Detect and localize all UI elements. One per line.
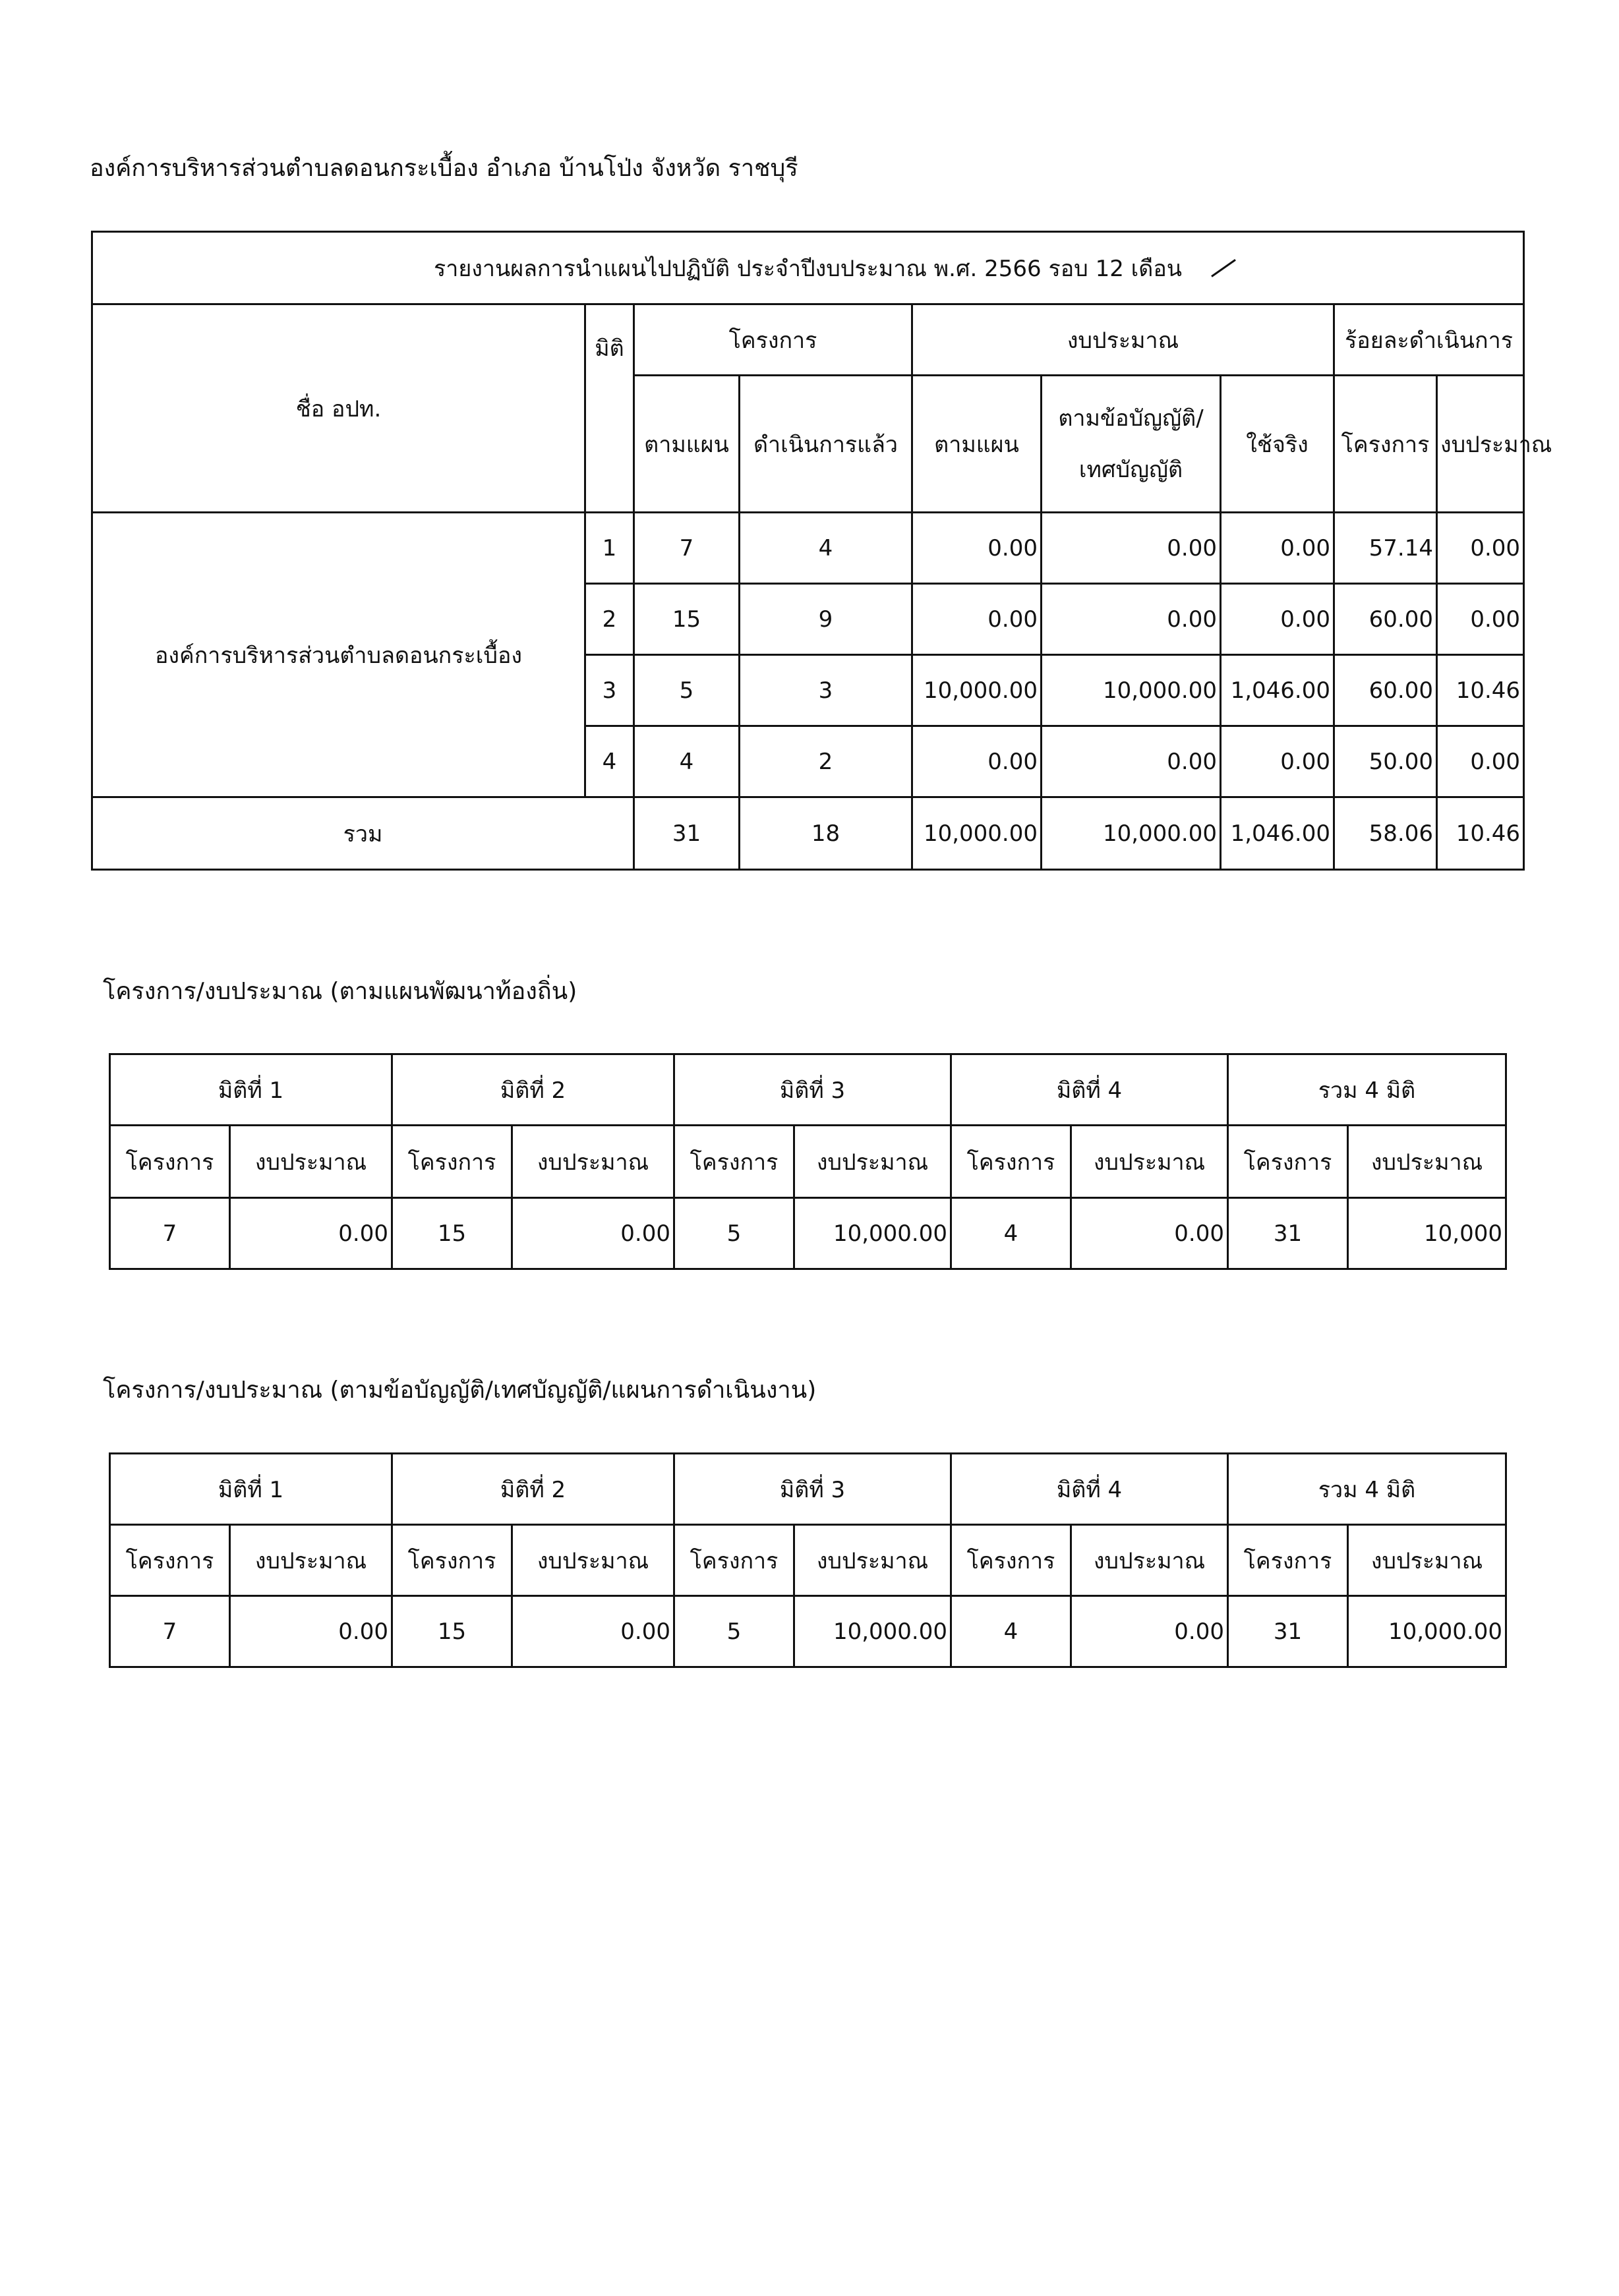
sub-budget-planned-header: ตามแผน xyxy=(912,376,1042,513)
group-dimension-2: มิติที่ 2 xyxy=(392,1054,674,1126)
sub-actual-header: ใช้จริง xyxy=(1221,376,1334,513)
done-cell: 2 xyxy=(740,726,912,797)
group-dimension-3: มิติที่ 3 xyxy=(674,1054,951,1126)
pct-budget-cell: 10.46 xyxy=(1437,655,1524,726)
sub-projects-header: โครงการ xyxy=(110,1525,230,1596)
projects-value: 4 xyxy=(951,1596,1071,1667)
sub-budget-header: งบประมาณ xyxy=(512,1525,674,1596)
done-cell: 9 xyxy=(740,584,912,655)
projects-value: 15 xyxy=(392,1596,512,1667)
group-dimension-4: มิติที่ 4 xyxy=(951,1054,1228,1126)
planned-cell: 15 xyxy=(634,584,740,655)
group-total-4-dimensions: รวม 4 มิติ xyxy=(1228,1054,1506,1126)
budget-value: 10,000.00 xyxy=(794,1596,951,1667)
sub-budget-header: งบประมาณ xyxy=(1071,1126,1228,1198)
budget-actual-cell: 1,046.00 xyxy=(1221,655,1334,726)
sub-done-header: ดำเนินการแล้ว xyxy=(740,376,912,513)
group-total-4-dimensions: รวม 4 มิติ xyxy=(1228,1454,1506,1525)
budget-value: 10,000.00 xyxy=(794,1198,951,1269)
total-planned: 31 xyxy=(634,797,740,870)
sub-budget-header: งบประมาณ xyxy=(1348,1126,1506,1198)
sub-pct-budget-header: งบประมาณ xyxy=(1437,376,1524,513)
ordinance-line-1: ตามข้อบัญญัติ/ xyxy=(1058,405,1204,432)
projects-value: 31 xyxy=(1228,1198,1348,1269)
budget-value: 0.00 xyxy=(1071,1198,1228,1269)
col-dimension-header: มิติ xyxy=(585,304,634,513)
report-title: รายงานผลการนำแผนไปปฏิบัติ ประจำปีงบประมาณ พ.ศ. 2566 รอบ 12 เดือน xyxy=(92,232,1524,304)
pct-budget-cell: 0.00 xyxy=(1437,726,1524,797)
budget-ordinance-cell: 0.00 xyxy=(1042,513,1221,584)
section2-heading: โครงการ/งบประมาณ (ตามแผนพัฒนาท้องถิ่น) xyxy=(103,978,577,1005)
sub-pct-projects-header: โครงการ xyxy=(1334,376,1437,513)
projects-value: 15 xyxy=(392,1198,512,1269)
col-org-name-header: ชื่อ อปท. xyxy=(92,304,585,513)
sub-budget-header: งบประมาณ xyxy=(1071,1525,1228,1596)
sub-budget-header: งบประมาณ xyxy=(230,1525,392,1596)
budget-value: 10,000.00 xyxy=(1348,1596,1506,1667)
done-cell: 3 xyxy=(740,655,912,726)
pct-projects-cell: 57.14 xyxy=(1334,513,1437,584)
group-projects-header: โครงการ xyxy=(634,304,912,376)
sub-projects-header: โครงการ xyxy=(951,1525,1071,1596)
budget-actual-cell: 0.00 xyxy=(1221,584,1334,655)
total-pct-projects: 58.06 xyxy=(1334,797,1437,870)
dimension-cell: 1 xyxy=(585,513,634,584)
projects-value: 4 xyxy=(951,1198,1071,1269)
planned-cell: 4 xyxy=(634,726,740,797)
ordinance-summary-table xyxy=(109,1452,1507,1668)
budget-planned-cell: 10,000.00 xyxy=(912,655,1042,726)
total-budget-ordinance: 10,000.00 xyxy=(1042,797,1221,870)
table-row xyxy=(92,513,1524,584)
projects-value: 7 xyxy=(110,1198,230,1269)
total-pct-budget: 10.46 xyxy=(1437,797,1524,870)
section3-heading: โครงการ/งบประมาณ (ตามข้อบัญญัติ/เทศบัญญัติ/แผนการดำเนินงาน) xyxy=(103,1377,817,1404)
dimension-cell: 2 xyxy=(585,584,634,655)
total-budget-actual: 1,046.00 xyxy=(1221,797,1334,870)
group-dimension-3: มิติที่ 3 xyxy=(674,1454,951,1525)
sub-budget-header: งบประมาณ xyxy=(512,1126,674,1198)
planned-cell: 7 xyxy=(634,513,740,584)
budget-value: 0.00 xyxy=(512,1198,674,1269)
local-plan-summary-table xyxy=(109,1053,1507,1270)
projects-value: 5 xyxy=(674,1198,794,1269)
sub-projects-header: โครงการ xyxy=(392,1126,512,1198)
sub-budget-header: งบประมาณ xyxy=(794,1126,951,1198)
sub-projects-header: โครงการ xyxy=(392,1525,512,1596)
pct-projects-cell: 50.00 xyxy=(1334,726,1437,797)
ordinance-line-2: เทศบัญญัติ xyxy=(1078,456,1183,483)
total-done: 18 xyxy=(740,797,912,870)
group-dimension-1: มิติที่ 1 xyxy=(110,1054,392,1126)
dimension-cell: 3 xyxy=(585,655,634,726)
projects-value: 5 xyxy=(674,1596,794,1667)
planned-cell: 5 xyxy=(634,655,740,726)
sub-projects-header: โครงการ xyxy=(110,1126,230,1198)
sub-budget-header: งบประมาณ xyxy=(794,1525,951,1596)
total-row xyxy=(92,797,1524,870)
done-cell: 4 xyxy=(740,513,912,584)
pct-projects-cell: 60.00 xyxy=(1334,584,1437,655)
projects-value: 31 xyxy=(1228,1596,1348,1667)
budget-ordinance-cell: 0.00 xyxy=(1042,726,1221,797)
budget-actual-cell: 0.00 xyxy=(1221,726,1334,797)
budget-actual-cell: 0.00 xyxy=(1221,513,1334,584)
budget-value: 0.00 xyxy=(230,1198,392,1269)
total-budget-planned: 10,000.00 xyxy=(912,797,1042,870)
group-percent-header: ร้อยละดำเนินการ xyxy=(1334,304,1524,376)
pct-projects-cell: 60.00 xyxy=(1334,655,1437,726)
table-row xyxy=(110,1596,1506,1667)
group-dimension-2: มิติที่ 2 xyxy=(392,1454,674,1525)
sub-projects-header: โครงการ xyxy=(1228,1525,1348,1596)
sub-planned-header: ตามแผน xyxy=(634,376,740,513)
dimension-cell: 4 xyxy=(585,726,634,797)
org-name-cell: องค์การบริหารส่วนตำบลดอนกระเบื้อง xyxy=(92,513,585,797)
table-row xyxy=(110,1198,1506,1269)
budget-ordinance-cell: 0.00 xyxy=(1042,584,1221,655)
sub-projects-header: โครงการ xyxy=(674,1525,794,1596)
org-heading: องค์การบริหารส่วนตำบลดอนกระเบื้อง อำเภอ บ้านโป่ง จังหวัด ราชบุรี xyxy=(90,155,798,182)
group-dimension-4: มิติที่ 4 xyxy=(951,1454,1228,1525)
budget-planned-cell: 0.00 xyxy=(912,726,1042,797)
budget-ordinance-cell: 10,000.00 xyxy=(1042,655,1221,726)
group-budget-header: งบประมาณ xyxy=(912,304,1334,376)
budget-value: 10,000 xyxy=(1348,1198,1506,1269)
projects-value: 7 xyxy=(110,1596,230,1667)
pct-budget-cell: 0.00 xyxy=(1437,584,1524,655)
budget-planned-cell: 0.00 xyxy=(912,584,1042,655)
sub-budget-ordinance-header xyxy=(1042,376,1221,513)
group-dimension-1: มิติที่ 1 xyxy=(110,1454,392,1525)
sub-budget-header: งบประมาณ xyxy=(1348,1525,1506,1596)
performance-report-table xyxy=(91,231,1552,871)
sub-projects-header: โครงการ xyxy=(1228,1126,1348,1198)
sub-projects-header: โครงการ xyxy=(951,1126,1071,1198)
budget-value: 0.00 xyxy=(1071,1596,1228,1667)
sub-projects-header: โครงการ xyxy=(674,1126,794,1198)
budget-value: 0.00 xyxy=(230,1596,392,1667)
total-label: รวม xyxy=(92,797,634,870)
budget-planned-cell: 0.00 xyxy=(912,513,1042,584)
sub-budget-header: งบประมาณ xyxy=(230,1126,392,1198)
pct-budget-cell: 0.00 xyxy=(1437,513,1524,584)
budget-value: 0.00 xyxy=(512,1596,674,1667)
